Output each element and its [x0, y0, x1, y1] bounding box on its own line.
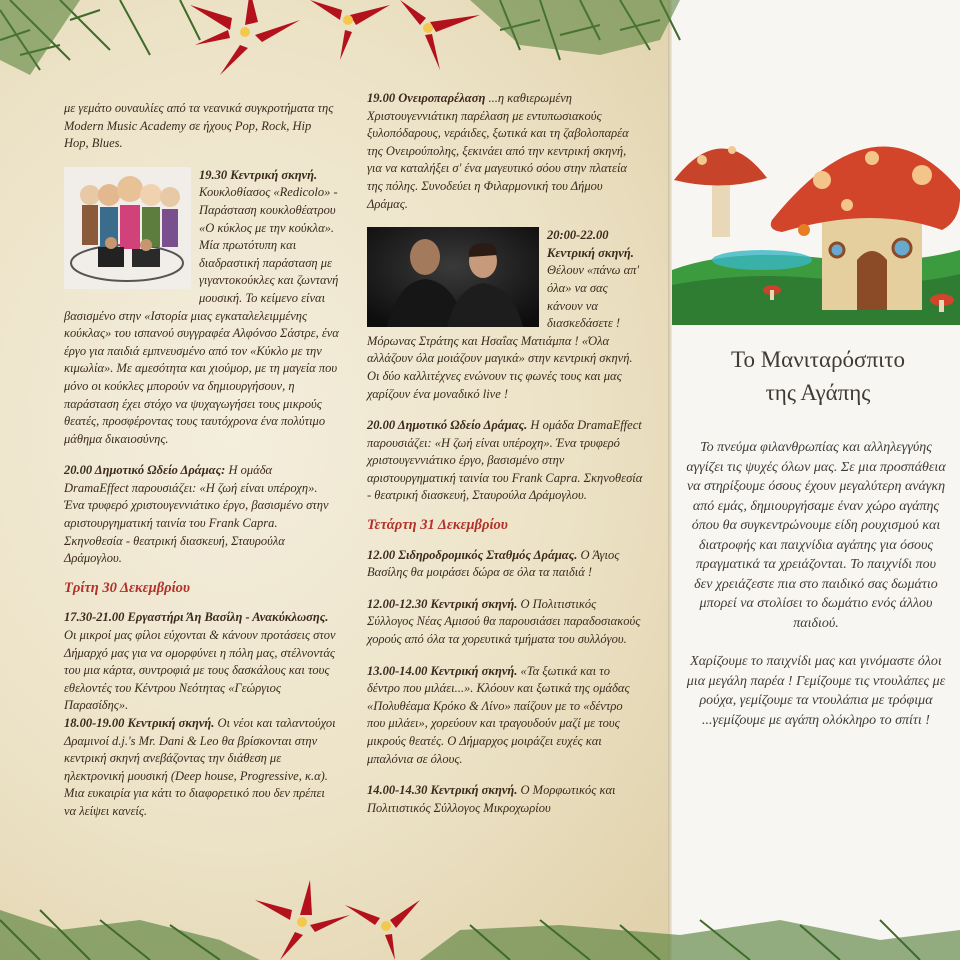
mushroom-house-illustration	[672, 120, 960, 325]
event-time: 18.00-19.00 Κεντρική σκηνή.	[64, 716, 215, 730]
event-time: 20.00 Δημοτικό Ωδείο Δράμας.	[367, 418, 528, 433]
event-text: Ο Μορφωτικός και Πολιτιστικός Σύλλογος Μικροχωρίου	[367, 783, 616, 815]
event-text: ...η καθιερωμένη Χριστουγεννιάτικη παρέλαση με εντυπωσιακούς ξυλοπόδαρους, νεράιδες, ξωτικά και τη ζαβολοπαρέα της Ονειρούπολης, ξεκινάει από την κεντρική σκηνή, για να καταλήξει σ' ένα μαγευτικό σόου στην πλατεία της πόλης. Συνοδεύει η Φιλαρμονική του Δήμου Δράμας.	[367, 91, 629, 211]
event-time: 20:00-22.00 Κεντρική σκηνή.	[547, 228, 634, 260]
event-time: 12.00-12.30 Κεντρική σκηνή.	[367, 596, 518, 611]
event-time: 17.30-21.00 Εργαστήρι Άη Βασίλη - Ανακύκλωσης.	[64, 610, 329, 625]
event-time: 19.30 Κεντρική σκηνή.	[199, 167, 318, 182]
event-text: Η ομάδα DramaEffect παρουσιάζει: «Η ζωή είναι υπέροχη». Ένα τρυφερό χριστουγεννιάτικο έργο, βασισμένο στην αριστουργηματική ταινία του Frank Capra. Σκηνοθεσία - θεατρική διασκευή, Σταυρούλα Δράμογλου.	[367, 418, 643, 503]
puppet-show-photo	[64, 167, 191, 289]
day-heading: Τετάρτη 31 Δεκεμβρίου	[367, 517, 508, 534]
panel-body	[686, 438, 946, 730]
event-time: 20.00 Δημοτικό Ωδείο Δράμας:	[64, 463, 226, 478]
event-time: 13.00-14.00 Κεντρική σκηνή.	[367, 663, 518, 678]
panel-title-line1: Το Μανιταρόσπιτο	[730, 347, 906, 372]
day-heading: Τρίτη 30 Δεκεμβρίου	[64, 579, 190, 596]
event-text: «Τα ξωτικά και το δέντρο που μιλάει...». Κλόουν και ξωτικά της ομάδας «Πολυθέαμα Κρόκο & Λίνο» παίζουν με το «δέντρο που μιλάει», χορεύουν και τραγουδούν μαζί με τους μικρούς θεατές. Ο Δήμαρχος μοιράζει ευχές και μπαλόνια σε όλους.	[367, 663, 630, 766]
event-text: Κουκλοθίασος «Redicolo» - Παράσταση κουκλοθέατρου «Ο κύκλος με την κούκλα». Μία πρωτότυπη και διαδραστική παράσταση με γιγαντοκούκλες και ζωντανή μουσική. Το κείμενο είναι βασισμένο στην «Ιστορία μιας εγκαταλελειμμένης κούκλας» του ισπανού συγγραφέα Αλφόνσο Σάστρε, ένα έργο για παιδιά εμπνευσμένο από τον «Κύκλο με την κιμωλία». Με αμεσότητα και χιούμορ, με τη μαγεία που μόνο οι κούκλες μπορούν να δημιουργήσουν, η παράσταση έχει στόχο να ψυχαγωγήσει τους μικρούς θεατές, προσφέροντας τους ταυτόχρονα ένα πολύτιμο μάθημα δικαιοσύνης.	[64, 185, 339, 446]
panel-paragraph: Το πνεύμα φιλανθρωπίας και αλληλεγγύης αγγίζει τις ψυχές όλων μας. Σε μια προσπάθεια να στηρίξουμε όσους έχουν μεγαλύτερη ανάγκη από εμάς, δημιουργήσαμε έναν χώρο αγάπης όπου θα συγκεντρώνουμε είδη ρουχισμού και διατροφής και παιχνίδια αγάπης για όσους πραγματικά τα χρειάζονται. Το παιχνίδι που δεν χρειάζεστε πια στο παιδικό σας δωμάτιο μπορεί να στολίσει το δωμάτιο ενός άλλου παιδιού.	[686, 440, 946, 631]
event-time: 12.00 Σιδηροδρομικός Σταθμός Δράμας.	[367, 547, 578, 562]
event-text: Η ομάδα DramaEffect παρουσιάζει: «Η ζωή είναι υπέροχη». Ένα τρυφερό χριστουγεννιάτικο έργο, βασισμένο στην αριστουργηματική ταινία του Frank Capra. Σκηνοθεσία - θεατρική διασκευή, Σταυρούλα Δράμογλου.	[64, 463, 329, 566]
event-time: 19.00 Ονειροπαρέλαση	[367, 91, 486, 105]
poinsettia-garland-top	[0, 0, 960, 90]
program-column-2	[367, 90, 643, 817]
singers-photo	[367, 227, 539, 327]
program-column-1	[64, 100, 339, 821]
event-text: Οι νέοι και ταλαντούχοι Δραμινοί d.j.'s Mr. Dani & Leo θα βρίσκονται στην κεντρική σκηνή ανεβάζοντας την διάθεση με ηλεκτρονική μουσική (Deep house, Progressive, κ.α). Μια ευκαιρία για κάτι το διαφορετικό που δεν πρέπει να λείψει κανείς.	[64, 716, 336, 818]
intro-text: με γεμάτο ουναυλίες από τα νεανικά συγκροτήματα της Modern Music Academy σε ήχους Pop, Rock, Hip Hop, Blues.	[64, 101, 334, 151]
poinsettia-garland-bottom	[0, 880, 960, 960]
event-text: Ο Πολιτιστικός Σύλλογος Νέας Αμισού θα παρουσιάσει παραδοσιακούς χορούς από όλα τα χορευτικά τμήματα του συλλόγου.	[367, 596, 641, 647]
event-text: Ο Άγιος Βασίλης θα μοιράσει δώρα σε όλα τα παιδιά !	[367, 547, 620, 580]
panel-title-line2: της Αγάπης	[765, 380, 871, 405]
event-time: 14.00-14.30 Κεντρική σκηνή.	[367, 783, 518, 798]
panel-paragraph: Χαρίζουμε το παιχνίδι μας και γινόμαστε όλοι μια μεγάλη παρέα ! Γεμίζουμε τις ντουλάπες με ρούχα, γεμίζουμε τα ντουλάπια με τρόφιμα ...γεμίζουμε με αγάπη ολόκληρο το σπίτι !	[686, 654, 946, 728]
event-text: Οι μικροί μας φίλοι εύχονται & κάνουν προτάσεις στον Δήμαρχό μας για να ομορφύνει η πόλη μας, στέλνοντάς του μια κάρτα, συντροφιά με τους δασκάλους και τους εθελοντές του Κέντρου Νεότητας «Γεώργιος Παρασίδης».	[64, 628, 336, 713]
event-text: Θέλουν «πάνω απ' όλα» να σας κάνουν να διασκεδάσετε ! Μόρωνας Στράτης και Ησαΐας Ματιάμπα ! «Όλα αλλάζουν όλα μοιάζουν μαγικά» στην κεντρική σκηνή. Οι δύο καλλιτέχνες ενώνουν τις φωνές τους και μας χαρίζουν ένα μοναδικό live !	[367, 263, 640, 401]
panel-title	[700, 343, 936, 409]
